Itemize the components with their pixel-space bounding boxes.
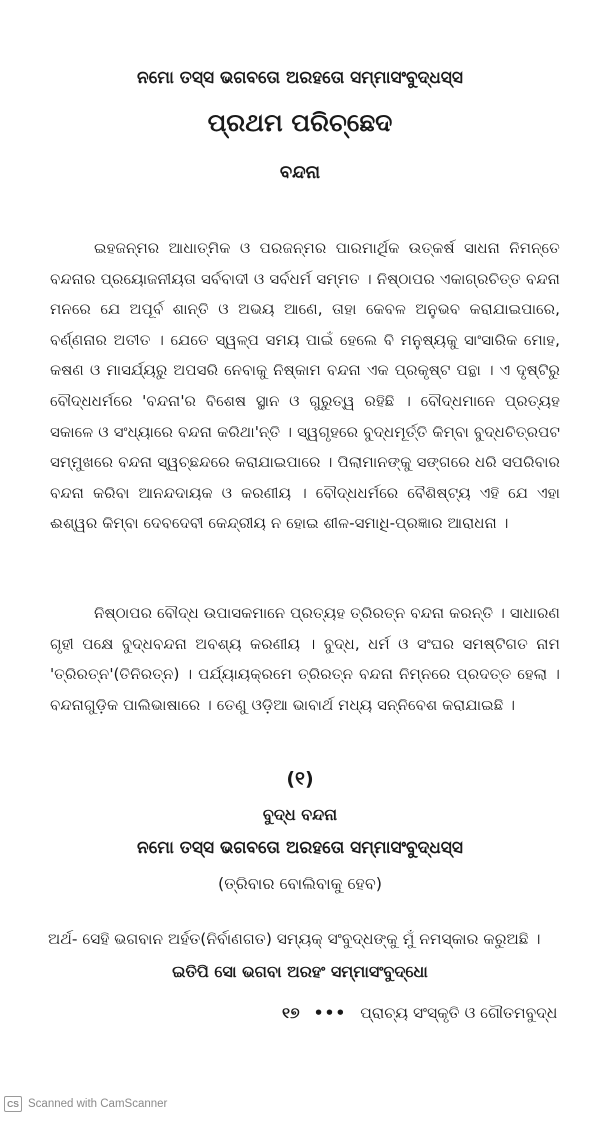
body-paragraph-1: ଇହଜନ୍ମର ଆଧାତ୍ମିକ ଓ ପରଜନ୍ମର ପାରମାର୍ଥିକ ଉତ୍କର୍ଷ ସାଧନା ନିମନ୍ତେ ବନ୍ଦନାର ପ୍ରୟୋଜନୀୟତା ସର୍ବବାଦୀ ଓ ସର୍ବଧର୍ମ ସମ୍ମତ । ନିଷ୍ଠାପର ଏକାଗ୍ରଚିତ୍ତ ବନ୍ଦନା ମନରେ ଯେ ଅପୂର୍ବ ଶାନ୍ତି ଓ ଅଭୟ ଆଣେ, ତାହା କେବଳ ଅନୁଭବ କରାଯାଇପାରେ, ବର୍ଣ୍ଣନାର ଅତୀତ । ଯେତେ ସ୍ୱଳ୍ପ ସମୟ ପାଇଁ ହେଲେ ବି ମନୁଷ୍ୟକୁ ସାଂସାରିକ ମୋହ, କଷଣ ଓ ମାସର୍ଯ୍ୟରୁ ଅପସରି ନେବାକୁ ନିଷ୍କାମ ବନ୍ଦନା ଏକ ପ୍ରକୃଷ୍ଟ ପନ୍ଥା । ଏ ଦୃଷ୍ଟିରୁ ବୌଦ୍ଧଧର୍ମରେ 'ବନ୍ଦନା'ର ବିଶେଷ ସ୍ଥାନ ଓ ଗୁରୁତ୍ୱ ରହିଛି । ବୌଦ୍ଧମାନେ ପ୍ରତ୍ୟହ ସକାଳେ ଓ ସଂଧ୍ୟାରେ ବନ୍ଦନା କରିଥା'ନ୍ତି । ସ୍ୱଗୃହରେ ବୁଦ୍ଧମୂର୍ତ୍ତି କିମ୍ବା ବୁଦ୍ଧଚିତ୍ରପଟ ସମ୍ମୁଖରେ ବନ୍ଦନା ସ୍ୱଚ୍ଛନ୍ଦରେ କରାଯାଇପାରେ । ପିଲାମାନଙ୍କୁ ସଙ୍ଗରେ ଧରି ସପରିବାର ବନ୍ଦନା କରିବା ଆନନ୍ଦଦାୟକ ଓ କରଣୀୟ । ବୌଦ୍ଧଧର୍ମରେ ବୈଶିଷ୍ଟ୍ୟ ଏହି ଯେ ଏହା ଈଶ୍ୱର କିମ୍ବା ଦେବଦେବୀ କେନ୍ଦ୍ରୀୟ ନ ହୋଇ ଶୀଳ-ସମାଧି-ପ୍ରଜ୍ଞାର ଆରାଧନା । xyxy=(50,239,560,533)
body-paragraph-2: ନିଷ୍ଠାପର ବୌଦ୍ଧ ଉପାସକମାନେ ପ୍ରତ୍ୟହ ତ୍ରିରତ୍ନ ବନ୍ଦନା କରନ୍ତି । ସାଧାରଣ ଗୃହୀ ପକ୍ଷେ ବୁଦ୍ଧବନ୍ଦନା ଅବଶ୍ୟ କରଣୀୟ । ବୁଦ୍ଧ, ଧର୍ମ ଓ ସଂଘର ସମଷ୍ଟିଗତ ନାମ 'ତ୍ରିରତ୍ନ'(ତିନିରତ୍ନ) । ପର୍ଯ୍ୟାୟକ୍ରମେ ତ୍ରିରତ୍ନ ବନ୍ଦନା ନିମ୍ନରେ ପ୍ରଦତ୍ତ ହେଲା । ବନ୍ଦନାଗୁଡ଼ିକ ପାଲିଭାଷାରେ । ତେଣୁ ଓଡ଼ିଆ ଭାବାର୍ଥ ମଧ୍ୟ ସନ୍ନିବେଶ କରାଯାଇଛି । xyxy=(50,604,560,714)
section-title: ବନ୍ଦନା xyxy=(279,162,321,183)
footer-separator: ••• xyxy=(313,1004,347,1022)
verse-meaning: ଅର୍ଥ- ସେହି ଭଗବାନ ଅର୍ହତ(ନିର୍ବାଣଗତ) ସମ୍ୟକ୍ ସଂବୁଦ୍ଧଙ୍କୁ ମୁଁ ନମସ୍କାର କରୁଅଛି । xyxy=(48,930,541,948)
verse-recitation-note: (ତ୍ରିବାର ବୋଲିବାକୁ ହେବ) xyxy=(217,874,383,893)
page-footer xyxy=(282,1004,557,1023)
verse-title: ବୁଦ୍ଧ ବନ୍ଦନା xyxy=(262,805,338,824)
book-title: ପ୍ରାଚ୍ୟ ସଂସ୍କୃତି ଓ ଗୌତମବୁଦ୍ଧ xyxy=(360,1004,558,1022)
verse-number: (୧) xyxy=(286,768,314,790)
chapter-title: ପ୍ରଥମ ପରିଚ୍ଛେଦ xyxy=(207,108,393,137)
page-number: ୧୭ xyxy=(282,1004,300,1022)
invocation-heading: ନମୋ ତସ୍ସ ଭଗବତୋ ଅରହତୋ ସମ୍ମାସଂବୁଦ୍ଧସ୍ସ xyxy=(137,68,463,88)
camscanner-logo-icon: CS xyxy=(4,1096,22,1112)
scanner-watermark xyxy=(4,1095,167,1113)
next-verse-line: ଇତିପି ସୋ ଭଗବା ଅରହଂ ସମ୍ମାସଂବୁଦ୍ଧୋ xyxy=(172,962,428,981)
verse-pali-text: ନମୋ ତସ୍ସ ଭଗବତୋ ଅରହତୋ ସମ୍ମାସଂବୁଦ୍ଧସ୍ସ xyxy=(137,838,463,858)
watermark-text: Scanned with CamScanner xyxy=(28,1098,168,1110)
